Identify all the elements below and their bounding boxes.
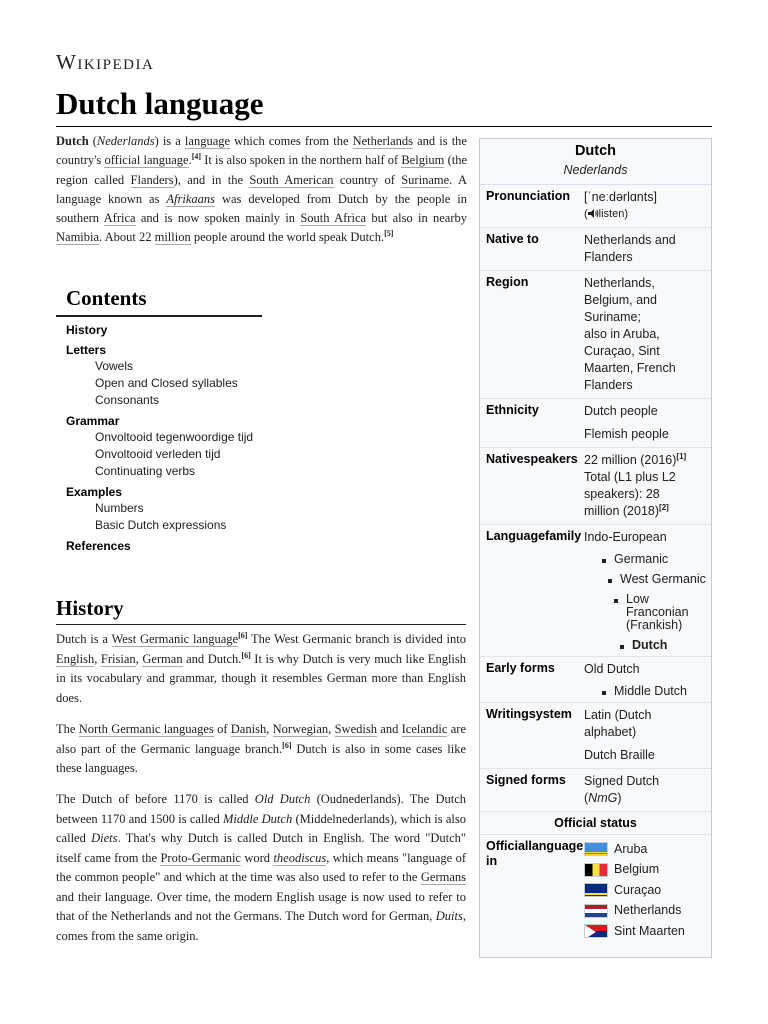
infobox-row-native-to <box>480 228 711 271</box>
text-run: Old Dutch <box>254 792 311 806</box>
toc-list <box>56 323 266 554</box>
infobox-label <box>480 452 584 520</box>
text-run: ( <box>88 134 97 148</box>
inline-link[interactable]: English <box>56 651 95 666</box>
text-run: which comes from the <box>230 134 353 148</box>
toc-subitem[interactable]: Numbers <box>95 501 144 515</box>
infobox-row-signed-forms <box>480 769 711 812</box>
text-run: people around the world speak Dutch. <box>190 230 385 245</box>
family-node[interactable]: Low Franconian (Frankish) <box>584 593 707 632</box>
writing-link[interactable]: Latin (Dutch <box>584 708 652 722</box>
citation-link[interactable]: [6] <box>241 650 251 660</box>
text-run: Diets <box>91 831 118 845</box>
infobox-label <box>480 529 584 652</box>
region-line: Curaçao, Sint <box>584 344 660 358</box>
table-of-contents <box>56 286 266 554</box>
country-name[interactable]: Sint Maarten <box>614 923 685 938</box>
infobox-value: Netherlands and Flanders <box>584 233 676 264</box>
bold-term: Dutch <box>56 134 89 148</box>
speakers-line: speakers): 28 <box>584 487 660 501</box>
infobox-label: Pronunciation <box>486 189 571 203</box>
inline-link[interactable]: Belgium <box>401 153 445 168</box>
citation-link[interactable]: [6] <box>282 740 292 750</box>
label-line: family <box>545 529 582 543</box>
bullet-icon <box>608 579 612 583</box>
text-run: . A language known as <box>56 172 467 206</box>
flag-belgium-icon <box>584 863 608 877</box>
region-line: Maarten, French <box>584 361 676 375</box>
toc-item-grammar[interactable] <box>66 414 266 480</box>
text-run: Duits <box>435 909 463 923</box>
flag-netherlands-icon <box>584 904 608 918</box>
infobox-row-official-language <box>480 835 711 946</box>
infobox-row-native-speakers <box>480 448 711 525</box>
toc-subitem[interactable]: Open and Closed syllables <box>95 376 238 390</box>
text-run: , <box>266 722 273 736</box>
text-run: and Dutch. <box>182 651 242 666</box>
country-name[interactable]: Netherlands <box>614 903 682 918</box>
family-node[interactable]: West Germanic <box>584 573 707 586</box>
toc-item-history[interactable] <box>66 323 266 338</box>
infobox-label <box>480 839 584 942</box>
toc-item-letters[interactable] <box>66 343 266 409</box>
text-run: was developed from Dutch by the people in southern <box>56 191 468 226</box>
text-run: , <box>328 722 335 736</box>
bullet-icon <box>602 559 606 563</box>
text-run: and is the country's <box>56 134 467 168</box>
lead-paragraph <box>56 132 467 248</box>
text-run: ) is a <box>154 134 185 148</box>
text-run: . That's why Dutch is called Dutch in English. The word "Dutch" itself came from the <box>56 831 466 865</box>
label-line: system <box>528 707 572 721</box>
text-run: , <box>135 651 143 666</box>
toc-item-label[interactable]: Letters <box>66 343 107 357</box>
wikipedia-wordmark[interactable]: Wikipedia <box>56 50 155 74</box>
inline-link[interactable]: Namibia <box>56 230 100 245</box>
text-run: Dutch is also in some cases like these languages. <box>56 741 466 775</box>
inline-link[interactable]: South Africa <box>300 211 367 226</box>
infobox-label: Signed forms <box>486 773 566 787</box>
label-line: Native <box>486 452 524 466</box>
toc-subitem[interactable]: Onvoltooid verleden tijd <box>95 447 221 461</box>
signed-abbr: NmG <box>588 791 618 805</box>
toc-subitem[interactable]: Continuating verbs <box>95 464 196 478</box>
region-line: Netherlands, <box>584 276 655 290</box>
text-run: (Middelnederlands), which is also called <box>56 811 466 845</box>
infobox-label <box>480 707 584 764</box>
bullet-icon <box>602 691 606 695</box>
official-country[interactable] <box>584 921 707 942</box>
infobox-value <box>584 452 711 520</box>
writing-link[interactable]: alphabet) <box>584 725 637 739</box>
text-run: word <box>240 850 274 865</box>
toc-title: Contents <box>56 286 262 317</box>
inline-link[interactable]: language <box>184 134 231 148</box>
page-title: Dutch language <box>56 86 264 121</box>
label-line: speakers <box>523 452 578 466</box>
infobox-row-writing-system <box>480 703 711 769</box>
inline-link[interactable]: Icelandic <box>401 722 448 736</box>
bullet-icon <box>614 599 618 603</box>
citation-1[interactable]: [1] <box>676 451 687 461</box>
speaker-icon[interactable] <box>588 209 599 218</box>
text-run: The Dutch of before 1170 is called <box>56 792 255 806</box>
toc-item-examples[interactable] <box>66 485 266 534</box>
official-country[interactable] <box>584 839 707 860</box>
text-run: The West Germanic branch is divided into <box>247 632 466 646</box>
bullet-icon <box>620 645 624 649</box>
infobox-value <box>584 707 711 764</box>
text-run: are also part of the Germanic language branch. <box>56 722 466 756</box>
infobox-value <box>584 839 711 942</box>
text-run: . About 22 <box>99 230 155 245</box>
citation-link[interactable]: [6] <box>238 630 248 640</box>
signed-link[interactable]: Signed Dutch <box>584 774 660 788</box>
infobox-row-pronunciation <box>480 185 711 228</box>
toc-item-label[interactable]: Examples <box>66 485 123 499</box>
text-run: ), and in the <box>173 172 250 187</box>
inline-link[interactable]: Norwegian <box>272 722 329 736</box>
citation-2[interactable]: [2] <box>659 502 669 512</box>
inline-link[interactable]: Afrikaans <box>166 191 215 206</box>
region-line: Flanders <box>584 378 633 392</box>
speakers-count: 22 million (2016) <box>584 453 677 467</box>
inline-link[interactable]: West Germanic language <box>111 632 239 646</box>
infobox-value <box>584 403 711 443</box>
official-country[interactable] <box>584 860 707 881</box>
toc-subitem[interactable]: Basic Dutch expressions <box>95 518 227 532</box>
section-heading-history: History <box>56 596 466 625</box>
infobox-label: Ethnicity <box>486 403 539 417</box>
text-run: and <box>376 722 402 736</box>
flag-aruba-icon <box>584 842 608 856</box>
text-run: It is also spoken in the northern half of <box>201 153 402 168</box>
family-root-link[interactable]: Indo-European <box>584 530 667 544</box>
text-run: of <box>213 722 231 736</box>
listen-link[interactable]: ( listen) <box>584 208 629 220</box>
citation-link[interactable]: [4] <box>191 152 202 162</box>
infobox-value: Signed Dutch (NmG) <box>584 773 711 807</box>
official-country[interactable] <box>584 901 707 922</box>
inline-link[interactable]: South American <box>249 172 334 187</box>
infobox-row-ethnicity <box>480 399 711 448</box>
text-run: country of <box>333 172 402 187</box>
history-paragraph-1 <box>56 630 466 708</box>
inline-link[interactable]: German <box>142 651 183 666</box>
official-country[interactable] <box>584 880 707 901</box>
infobox-title: Dutch <box>574 143 617 159</box>
inline-link[interactable]: Swedish <box>334 722 377 736</box>
toc-subitem[interactable]: Consonants <box>95 393 160 407</box>
early-form-node[interactable]: Middle Dutch <box>584 685 707 698</box>
toc-item-label[interactable]: Grammar <box>66 414 120 428</box>
text-run: , <box>94 651 101 666</box>
infobox-label: Early forms <box>486 661 555 675</box>
speakers-line: Total (L1 plus L2 <box>584 470 676 484</box>
infobox-label: Native to <box>486 232 539 246</box>
text-run: Middle Dutch <box>222 811 293 826</box>
infobox-label: Region <box>486 275 529 289</box>
ethnicity-link[interactable]: Dutch people <box>584 404 658 418</box>
speakers-line: million (2018) <box>584 504 660 518</box>
country-name[interactable]: Belgium <box>614 862 660 877</box>
infobox-value <box>584 529 711 652</box>
inline-link[interactable]: Danish <box>230 722 267 736</box>
text-run: (the region called <box>56 153 467 187</box>
infobox-row-language-family <box>480 525 711 657</box>
history-paragraph-3 <box>56 790 466 946</box>
region-line: Suriname; <box>584 310 641 324</box>
text-run: . <box>188 153 192 168</box>
inline-link[interactable]: Frisian <box>100 651 136 666</box>
label-line: language in <box>486 839 584 868</box>
region-line: also in Aruba, <box>584 327 660 341</box>
country-name[interactable]: Curaçao <box>614 882 662 897</box>
text-run: and is now spoken mainly in <box>135 211 301 226</box>
citation-link[interactable]: [5] <box>384 229 394 239</box>
inline-link[interactable]: theodiscus <box>273 850 327 865</box>
text-run: The <box>56 722 79 736</box>
toc-item-label[interactable]: History <box>66 323 108 337</box>
infobox-row-region <box>480 271 711 399</box>
toc-item-label[interactable]: References <box>66 539 131 553</box>
text-run: (Oudnederlands). The Dutch between 1170 and 1500 is called <box>56 792 466 826</box>
inline-link[interactable]: Flanders <box>130 172 174 187</box>
family-node[interactable]: Germanic <box>584 553 707 566</box>
inline-link[interactable]: million <box>154 230 191 245</box>
text-run: but also in nearby <box>366 211 468 226</box>
family-node-current: Dutch <box>584 639 707 652</box>
inline-link[interactable]: Suriname <box>401 172 450 187</box>
language-infobox <box>479 138 712 958</box>
inline-link[interactable]: official language <box>104 153 189 168</box>
ipa-text[interactable]: [ˈneːdərlɑnts] <box>584 190 657 204</box>
country-name[interactable]: Aruba <box>614 841 648 856</box>
infobox-section-heading: Official status <box>480 812 711 835</box>
inline-link[interactable]: Netherlands <box>352 134 414 148</box>
text-run: , comes from the same origin. <box>56 909 466 943</box>
label-line: Language <box>486 529 546 543</box>
inline-link[interactable]: Proto-Germanic <box>160 850 241 865</box>
inline-link[interactable]: Germans <box>420 870 466 884</box>
title-divider <box>56 126 712 127</box>
toc-subitem[interactable]: Onvoltooid tegenwoordige tijd <box>95 430 254 444</box>
flag-sintmaarten-icon <box>584 924 608 938</box>
history-paragraph-2 <box>56 720 466 779</box>
label-line: Writing <box>486 707 529 721</box>
region-line: Belgium, and <box>584 293 657 307</box>
infobox-value <box>584 661 711 698</box>
inline-link[interactable]: North Germanic languages <box>78 722 214 736</box>
label-line: Official <box>486 839 529 853</box>
writing-link[interactable]: Dutch Braille <box>584 748 655 762</box>
flag-curacao-icon <box>584 883 608 897</box>
infobox-value <box>584 275 711 394</box>
infobox-subtitle: Nederlands <box>480 163 711 185</box>
text-run: It is why Dutch is very much like English in its vocabulary and grammar, though it resembles German more than English does. <box>56 651 467 705</box>
text-run: , which means "language of the common people" and which at the time was also used to refer to the <box>56 850 466 884</box>
infobox-row-early-forms <box>480 657 711 703</box>
early-form-link[interactable]: Old Dutch <box>584 662 640 676</box>
inline-link[interactable]: Africa <box>103 211 136 226</box>
infobox-value <box>584 189 711 223</box>
ethnicity-link[interactable]: Flemish people <box>584 427 669 441</box>
toc-subitem[interactable]: Vowels <box>95 359 134 373</box>
toc-item-references[interactable] <box>66 539 266 554</box>
listen-label[interactable]: listen <box>598 208 625 220</box>
text-run: Dutch is a <box>56 632 112 646</box>
text-run: Nederlands <box>96 134 155 148</box>
text-run: and their language. Over time, the modern English usage is now used to refer to that of the Netherlands and not the Germans. The Dutch word for German, <box>56 889 466 923</box>
